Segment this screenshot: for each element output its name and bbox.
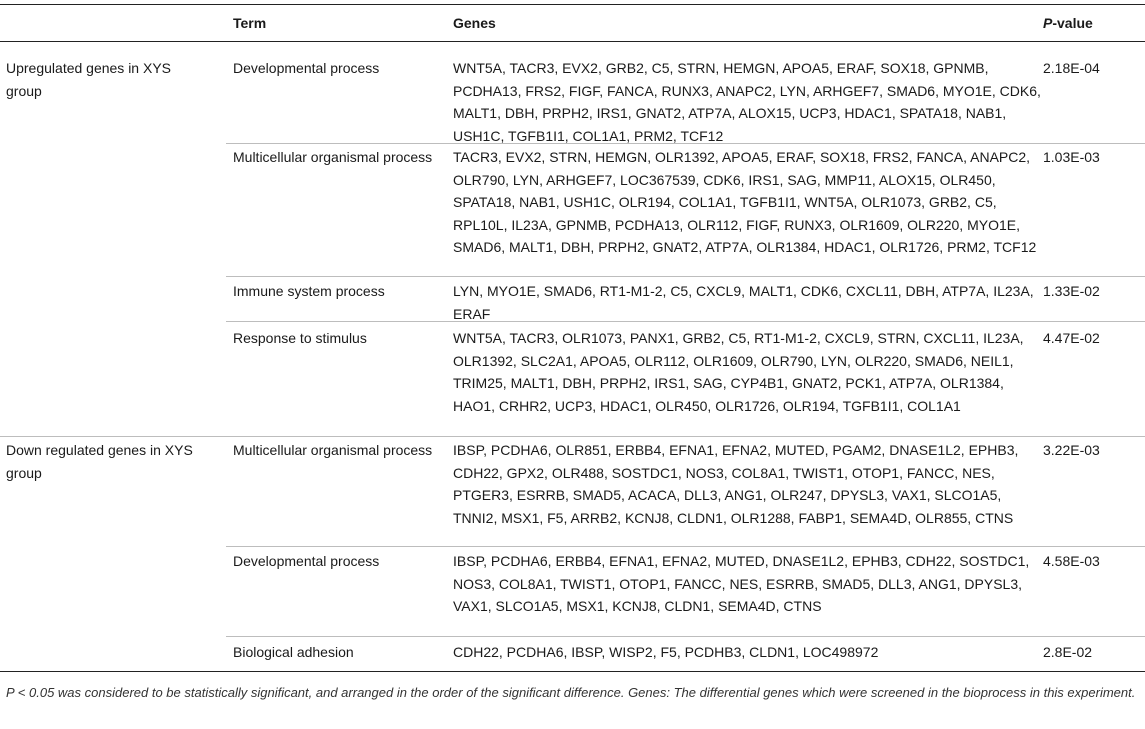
genes-cell: IBSP, PCDHA6, ERBB4, EFNA1, EFNA2, MUTED, DNASE1L2, EPHB3, CDH22, SOSTDC1, NOS3, COL8A1, TWIST1, OTOP1, FANCC, NES, ESRRB, SMAD5, DLL3, ANG1, DPYSL3, VAX1, SLCO1A5, MSX1, KCNJ8, CLDN1, SEMA4D, CTNS bbox=[453, 553, 1030, 614]
table-top-rule bbox=[0, 4, 1145, 5]
row-separator bbox=[226, 143, 1145, 144]
genes-cell: TACR3, EVX2, STRN, HEMGN, OLR1392, APOA5, ERAF, SOX18, FRS2, FANCA, ANAPC2, OLR790, LYN, ARHGEF7, LOC367539, CDK6, IRS1, SAG, MMP11, ALOX15, OLR450, SPATA18, NAB1, USH1C, OLR194, COL1A1, TGFB1I1, WNT5A, OLR1073, GRB2, C5, RPL10L, IL23A, GPNMB, PCDHA13, OLR112, FIGF, RUNX3, OLR1609, OLR220, MYO1E, SMAD6, MALT1, DBH, PRPH2, GNAT2, ATP7A, OLR1384, HDAC1, OLR1726, PRM2, TCF12 bbox=[453, 149, 1037, 255]
term-cell: Multicellular organismal process bbox=[233, 442, 433, 458]
pvalue-cell: 4.58E-03 bbox=[1043, 553, 1100, 569]
term-cell: Immune system process bbox=[233, 283, 385, 299]
genes-cell: WNT5A, TACR3, EVX2, GRB2, C5, STRN, HEMGN, APOA5, ERAF, SOX18, GPNMB, PCDHA13, FRS2, FIGF, FANCA, RUNX3, ANAPC2, LYN, ARHGEF7, SMAD6, MYO1E, CDK6, MALT1, DBH, PRPH2, IRS1, GNAT2, ATP7A, ALOX15, UCP3, HDAC1, SPATA18, NAB1, USH1C, TGFB1I1, COL1A1, PRM2, TCF12 bbox=[453, 60, 1041, 144]
table-bottom-rule bbox=[0, 671, 1145, 672]
column-header-term: Term bbox=[233, 15, 267, 31]
term-cell: Developmental process bbox=[233, 553, 380, 569]
genes-cell: CDH22, PCDHA6, IBSP, WISP2, F5, PCDHB3, CLDN1, LOC498972 bbox=[453, 644, 879, 660]
pvalue-cell: 4.47E-02 bbox=[1043, 330, 1100, 346]
term-cell: Multicellular organismal process bbox=[233, 149, 433, 165]
group-label-downregulated: Down regulated genes in XYS group bbox=[6, 442, 193, 481]
row-separator bbox=[226, 546, 1145, 547]
pvalue-cell: 1.33E-02 bbox=[1043, 283, 1100, 299]
row-separator bbox=[226, 276, 1145, 277]
row-separator bbox=[226, 636, 1145, 637]
term-cell: Biological adhesion bbox=[233, 644, 354, 660]
pvalue-cell: 3.22E-03 bbox=[1043, 442, 1100, 458]
column-header-genes: Genes bbox=[453, 15, 496, 31]
pvalue-cell: 2.18E-04 bbox=[1043, 60, 1100, 76]
group-label-upregulated: Upregulated genes in XYS group bbox=[6, 60, 171, 99]
genes-cell: LYN, MYO1E, SMAD6, RT1-M1-2, C5, CXCL9, MALT1, CDK6, CXCL11, DBH, ATP7A, IL23A, ERAF bbox=[453, 283, 1034, 322]
genes-cell: IBSP, PCDHA6, OLR851, ERBB4, EFNA1, EFNA2, MUTED, PGAM2, DNASE1L2, EPHB3, CDH22, GPX2, OLR488, SOSTDC1, NOS3, COL8A1, TWIST1, OTOP1, FANCC, NES, PTGER3, ESRRB, SMAD5, ACACA, DLL3, ANG1, OLR247, DPYSL3, VAX1, SLCO1A5, TNNI2, MSX1, F5, ARRB2, KCNJ8, CLDN1, OLR1288, FABP1, SEMA4D, OLR855, CTNS bbox=[453, 442, 1019, 526]
genes-cell: WNT5A, TACR3, OLR1073, PANX1, GRB2, C5, RT1-M1-2, CXCL9, STRN, CXCL11, IL23A, OLR1392, SLC2A1, APOA5, OLR112, OLR1609, OLR790, LYN, OLR220, SMAD6, NEIL1, TRIM25, MALT1, DBH, PRPH2, IRS1, SAG, CYP4B1, GNAT2, PCK1, ATP7A, OLR1384, HAO1, CRHR2, UCP3, HDAC1, OLR450, OLR1726, OLR194, TGFB1I1, COL1A1 bbox=[453, 330, 1024, 414]
column-header-pvalue: P-value bbox=[1043, 15, 1093, 31]
pvalue-cell: 2.8E-02 bbox=[1043, 644, 1093, 660]
term-cell: Response to stimulus bbox=[233, 330, 367, 346]
table-header-rule bbox=[0, 41, 1145, 42]
table-footnote: P < 0.05 was considered to be statistically significant, and arranged in the order of the significant difference. Genes: The differential genes which were screened in the bioprocess in this experiment. bbox=[6, 685, 1136, 700]
pvalue-cell: 1.03E-03 bbox=[1043, 149, 1100, 165]
group-separator bbox=[0, 436, 1145, 437]
term-cell: Developmental process bbox=[233, 60, 380, 76]
row-separator bbox=[226, 321, 1145, 322]
